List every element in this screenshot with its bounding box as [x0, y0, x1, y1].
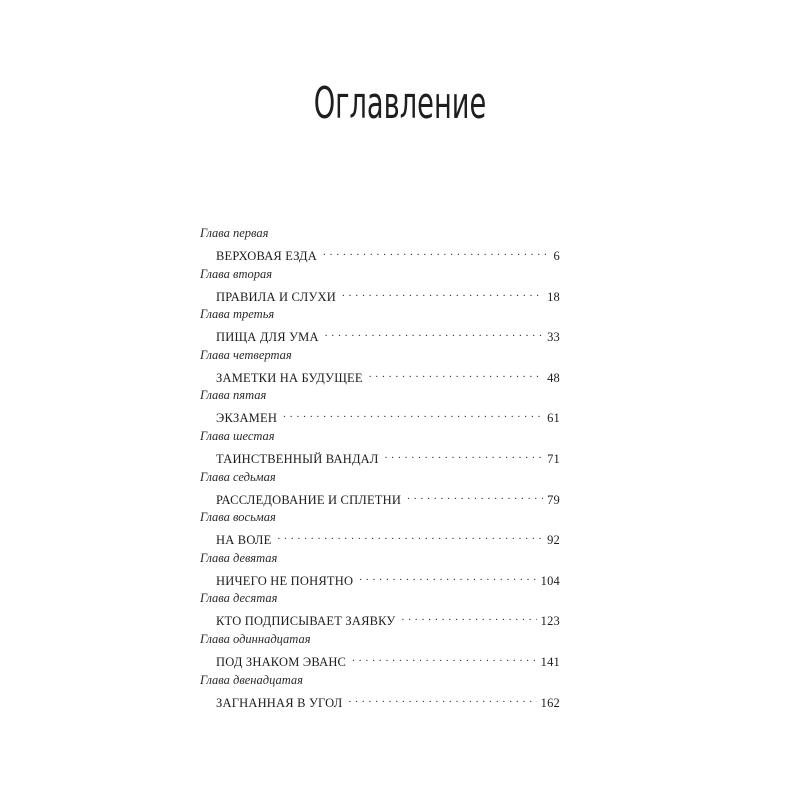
toc-line [216, 569, 560, 588]
chapter-label: Глава вторая [200, 266, 273, 281]
dot-leader [359, 569, 536, 585]
toc-line [216, 691, 560, 710]
dot-leader [323, 244, 550, 260]
page-number: 104 [540, 573, 560, 588]
toc-entry[interactable] [200, 267, 560, 308]
page-number: 18 [547, 289, 560, 304]
toc-line [216, 244, 560, 263]
toc-line [216, 488, 560, 507]
dot-leader [407, 488, 543, 504]
toc-line [216, 447, 560, 466]
dot-leader [402, 609, 537, 625]
chapter-title: ЭКЗАМЕН [216, 411, 278, 426]
page-number: 61 [547, 411, 560, 426]
dot-leader [385, 447, 544, 463]
toc-entry[interactable] [200, 510, 560, 551]
toc-line [216, 528, 560, 548]
toc-entry[interactable] [200, 307, 560, 348]
chapter-title: ВЕРХОВАЯ ЕЗДА [216, 249, 317, 263]
page-number: 48 [547, 370, 560, 385]
chapter-label: Глава девятая [200, 550, 278, 565]
toc-entry[interactable] [200, 429, 560, 470]
toc-entry[interactable] [200, 673, 560, 714]
chapter-label: Глава первая [200, 226, 269, 240]
chapter-label: Глава пятая [200, 388, 267, 403]
dot-leader [369, 366, 543, 382]
dot-leader [352, 650, 537, 666]
toc-line [216, 325, 560, 345]
chapter-title: ТАИНСТВЕННЫЙ ВАНДАЛ [216, 451, 379, 466]
chapter-title: КТО ПОДПИСЫВАЕТ ЗАЯВКУ [216, 614, 396, 629]
chapter-title: ЗАМЕТКИ НА БУДУЩЕЕ [216, 370, 363, 385]
chapter-label: Глава четвертая [200, 347, 292, 362]
page-number: 71 [547, 451, 560, 466]
toc-entry[interactable] [200, 348, 560, 389]
page-title: Оглавление [313, 78, 487, 129]
page-number: 79 [547, 492, 560, 507]
dot-leader [342, 285, 543, 301]
page-number: 33 [547, 330, 560, 345]
toc-line [216, 366, 560, 385]
toc-line [216, 650, 560, 669]
page-number: 92 [547, 533, 560, 548]
toc-entry[interactable] [200, 632, 560, 673]
chapter-label: Глава десятая [200, 591, 278, 606]
dot-leader [325, 325, 543, 341]
toc-entry[interactable] [200, 388, 560, 429]
dot-leader [283, 406, 543, 422]
page-number: 123 [540, 614, 560, 629]
chapter-label: Глава одиннадцатая [200, 631, 311, 646]
page-number: 162 [540, 695, 560, 710]
chapter-title: ПИЩА ДЛЯ УМА [216, 330, 319, 345]
chapter-label: Глава шестая [200, 428, 275, 443]
chapter-title: РАССЛЕДОВАНИЕ И СПЛЕТНИ [216, 492, 402, 507]
chapter-title: ЗАГНАННАЯ В УГОЛ [216, 695, 343, 710]
chapter-label: Глава седьмая [200, 469, 276, 484]
chapter-title: НИЧЕГО НЕ ПОНЯТНО [216, 573, 354, 588]
page-number: 141 [540, 654, 560, 669]
chapter-label: Глава восьмая [200, 510, 276, 525]
chapter-label: Глава двенадцатая [200, 672, 303, 687]
chapter-label: Глава третья [200, 307, 275, 322]
dot-leader [277, 528, 543, 544]
toc-entry[interactable] [200, 226, 560, 267]
toc-list [200, 226, 560, 713]
chapter-title: НА ВОЛЕ [216, 533, 272, 548]
chapter-title: ПРАВИЛА И СЛУХИ [216, 289, 336, 304]
toc-line [216, 285, 560, 304]
dot-leader [348, 691, 536, 707]
toc-line [216, 406, 560, 426]
toc-entry[interactable] [200, 551, 560, 592]
page-number: 6 [553, 249, 560, 263]
toc-line [216, 609, 560, 629]
chapter-title: ПОД ЗНАКОМ ЭВАНС [216, 654, 347, 669]
toc-entry[interactable] [200, 591, 560, 632]
toc-entry[interactable] [200, 470, 560, 511]
